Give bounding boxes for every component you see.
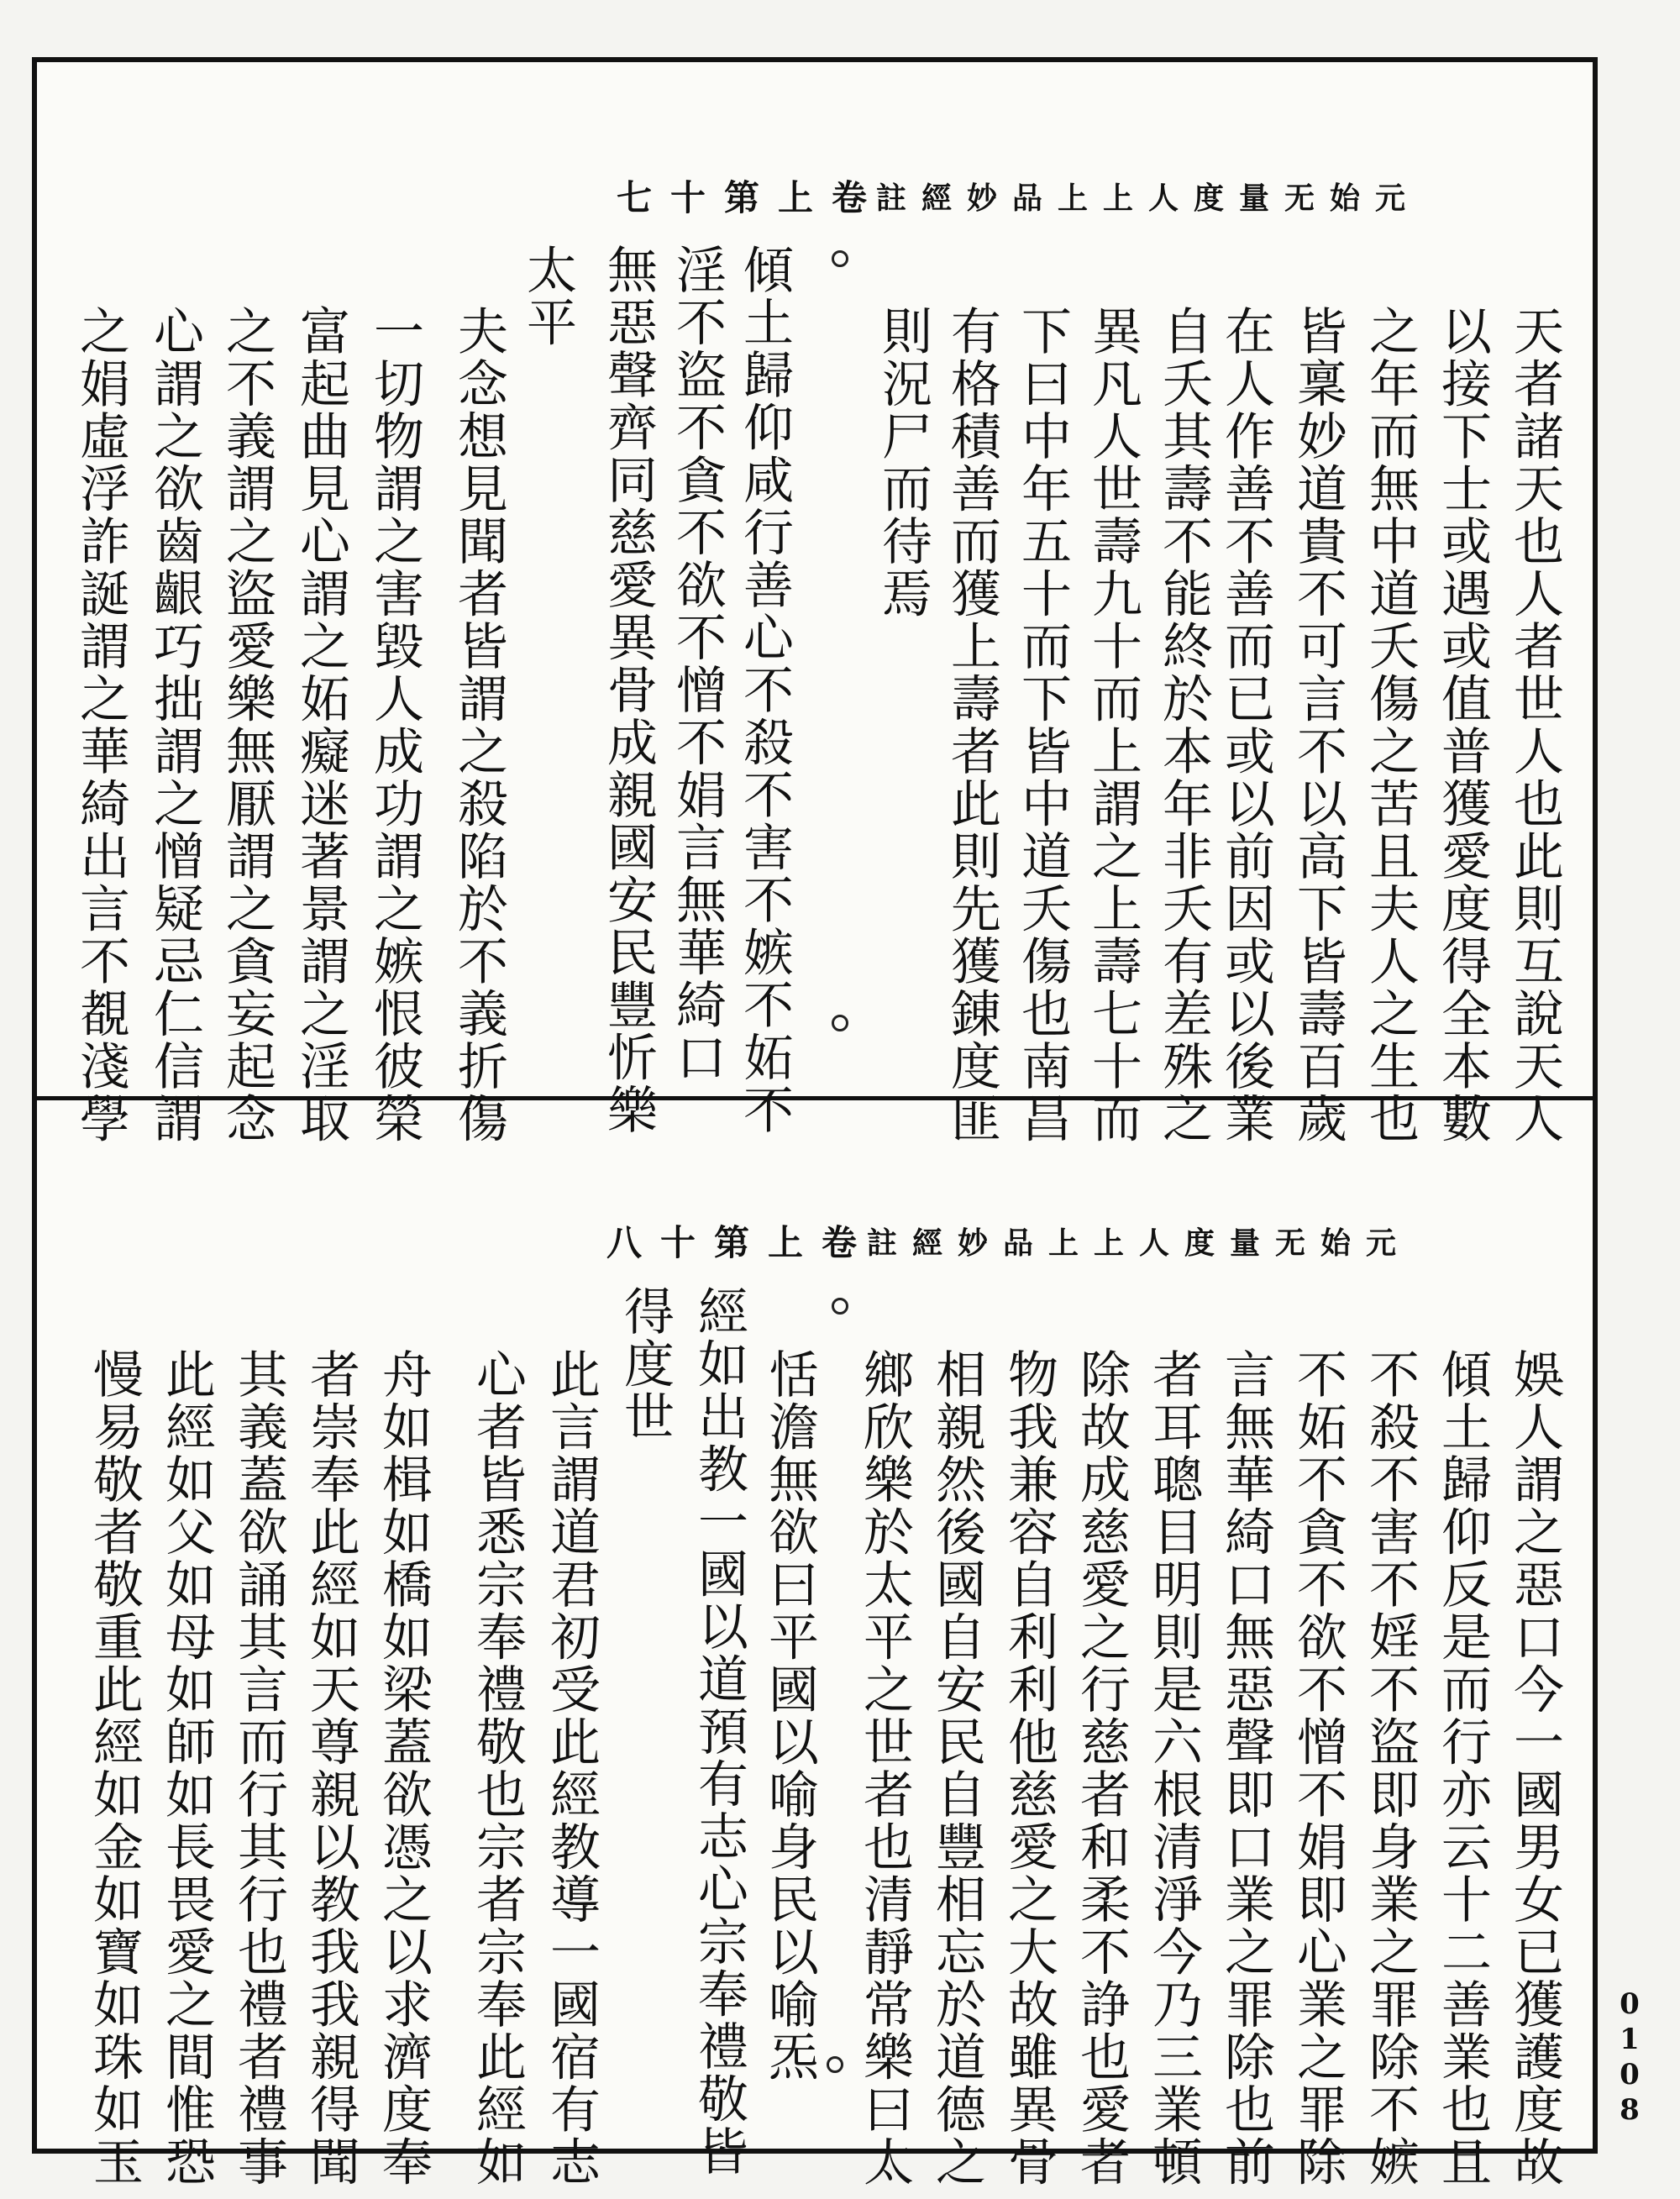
lower-circle-mark-top (832, 1298, 848, 1315)
upper-col-15: 夫念想見聞者皆謂之殺陷於不義折傷 (449, 305, 508, 1145)
lower-col-16: 舟如楫如橋如梁蓋欲憑之以求濟度奉 (374, 1348, 433, 2188)
upper-col-13: 無惡聲齊同慈愛異骨成親國安民豐忻樂 (599, 244, 658, 1136)
upper-col-7: 有格積善而獲上壽者此則先獲錬度匪 (942, 305, 1001, 1145)
lower-col-12: 經如出教一國以道預有志心宗奉禮敬皆 (690, 1285, 748, 2178)
lower-col-9: 相親然後國自安民自豐相忘於道德之 (927, 1348, 986, 2188)
lower-col-15: 心者皆悉宗奉禮敬也宗者宗奉此經如 (468, 1348, 527, 2188)
upper-header-title: 註經妙品上上人度量无始元 (876, 181, 1421, 216)
upper-col-12: 淫不盜不貪不欲不憎不娟言無華綺口 (668, 244, 727, 1084)
upper-col-10: 自夭其壽不能終於本年非夭有差殊之 (1154, 305, 1213, 1145)
page-number: 0108 (1613, 1987, 1646, 2128)
upper-col-14: 太平 (518, 244, 577, 349)
upper-col-11: 傾土歸仰咸行善心不殺不害不嫉不妬不 (735, 244, 794, 1136)
lower-col-6: 者耳聰目明則是六根清淨今乃三業頓 (1144, 1348, 1203, 2188)
lower-col-5: 言無華綺口無惡聲即口業之罪除也前 (1216, 1348, 1275, 2188)
lower-header-chapter: 八十第上卷 (606, 1222, 876, 1263)
upper-col-8: 下曰中年五十而下皆中道夭傷也南昌 (1013, 305, 1072, 1145)
upper-col-9: 異凡人世壽九十而上謂之上壽七十而 (1084, 305, 1142, 1145)
lower-col-4: 不妬不貪不欲不憎不娟即心業之罪除 (1289, 1348, 1347, 2188)
lower-col-2: 傾土歸仰反是而行亦云十二善業也且 (1433, 1348, 1492, 2188)
lower-col-3: 不殺不害不婬不盜即身業之罪除不嫉 (1361, 1348, 1420, 2188)
lower-col-7: 除故成慈愛之行慈者和柔不諍也愛者 (1072, 1348, 1131, 2188)
upper-col-16: 一切物謂之害毀人成功謂之嫉恨彼榮 (365, 305, 424, 1145)
upper-col-5: 在人作善不善而已或以前因或以後業 (1216, 305, 1275, 1145)
upper-col-17: 富起曲見心謂之妬癡迷著景謂之淫取 (291, 305, 350, 1145)
lower-col-8: 物我兼容自利利他慈愛之大故雖異骨 (1000, 1348, 1058, 2188)
upper-col-6: 則況尸而待焉 (874, 305, 932, 620)
lower-col-10: 鄉欣樂於太平之世者也清靜常樂曰太 (855, 1348, 914, 2188)
upper-col-19: 心謂之欲齒齦巧拙謂之憎疑忌仁信謂 (145, 305, 204, 1145)
upper-col-18: 之不義謂之盜愛樂無厭謂之貪妄起念 (218, 305, 276, 1145)
lower-col-17: 者崇奉此經如天尊親以教我我親得聞 (302, 1348, 360, 2188)
upper-col-4: 皆稟妙道貴不可言不以高下皆壽百歲 (1289, 305, 1347, 1145)
lower-col-11: 恬澹無欲曰平國以喻身民以喻炁 (760, 1348, 819, 2083)
lower-col-14: 此言謂道君初受此經教導一國宿有志 (542, 1348, 601, 2188)
lower-col-18: 其義蓋欲誦其言而行其行也禮者禮事 (229, 1348, 288, 2188)
upper-circle-mark-top (832, 250, 848, 267)
upper-col-2: 以接下士或遇或值普獲愛度得全本數 (1433, 305, 1492, 1145)
upper-header-chapter: 七十第上卷 (617, 177, 886, 218)
lower-col-1: 娛人謂之惡口今一國男女已獲護度故 (1505, 1348, 1564, 2188)
lower-col-20: 慢易敬者敬重此經如金如寶如珠如玉 (85, 1348, 144, 2188)
upper-col-1: 天者諸天也人者世人也此則互說天人 (1505, 305, 1564, 1145)
lower-circle-mark-bottom (827, 2056, 843, 2073)
lower-col-19: 此經如父如母如師如長畏愛之間惟恐 (157, 1348, 216, 2188)
lower-col-13: 得度世 (616, 1285, 675, 1443)
lower-header-title: 註經妙品上上人度量无始元 (867, 1225, 1412, 1261)
upper-col-20: 之娟虛浮詐誕謂之華綺出言不覩淺學 (71, 305, 130, 1145)
upper-circle-mark-bottom (832, 1015, 848, 1031)
upper-col-3: 之年而無中道夭傷之苦且夫人之生也 (1361, 305, 1420, 1145)
